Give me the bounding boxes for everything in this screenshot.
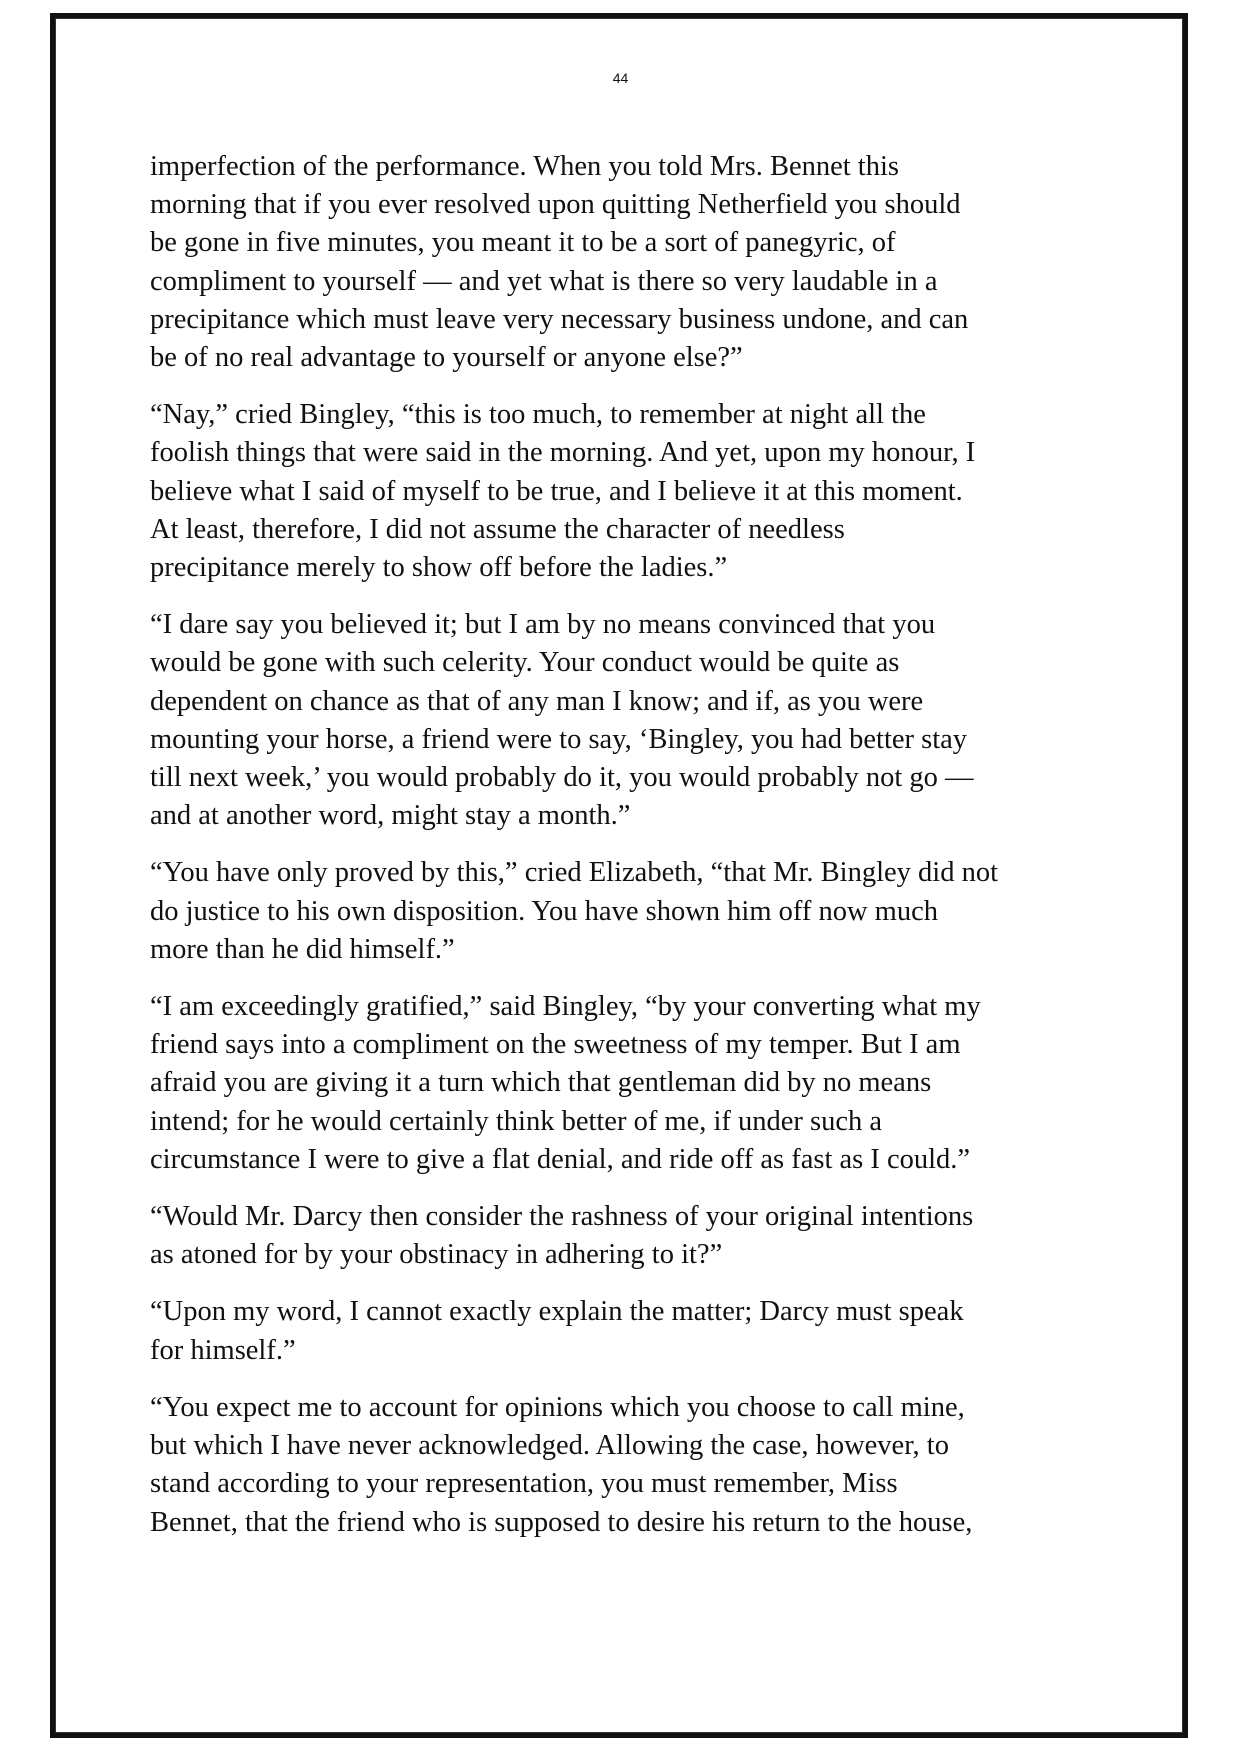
text-line: believe what I said of myself to be true, and I believe it at this moment. bbox=[150, 475, 963, 507]
text-line: afraid you are giving it a turn which that gentleman did by no means bbox=[150, 1067, 932, 1099]
text-line: “You have only proved by this,” cried Elizabeth, “that Mr. Bingley did not bbox=[150, 857, 998, 889]
text-line: circumstance I were to give a flat denial, and ride off as fast as I could.” bbox=[150, 1143, 971, 1175]
text-line: “You expect me to account for opinions which you choose to call mine, bbox=[150, 1391, 965, 1423]
paragraph bbox=[150, 396, 1100, 587]
text-line: dependent on chance as that of any man I know; and if, as you were bbox=[150, 685, 924, 717]
paragraph bbox=[150, 988, 1100, 1179]
text-line: “I dare say you believed it; but I am by no means convinced that you bbox=[150, 609, 936, 641]
paragraph bbox=[150, 1389, 1100, 1542]
text-line: and at another word, might stay a month.” bbox=[150, 800, 631, 832]
text-line: but which I have never acknowledged. Allowing the case, however, to bbox=[150, 1430, 949, 1462]
text-line: imperfection of the performance. When you told Mrs. Bennet this bbox=[150, 151, 899, 182]
text-line: mounting your horse, a friend were to say, ‘Bingley, you had better stay bbox=[150, 723, 968, 755]
paragraph bbox=[150, 606, 1100, 835]
text-line: At least, therefore, I did not assume the character of needless bbox=[150, 513, 845, 545]
text-line: do justice to his own disposition. You have shown him off now much bbox=[150, 895, 938, 927]
text-line: “Nay,” cried Bingley, “this is too much, to remember at night all the bbox=[150, 399, 926, 431]
paragraph bbox=[150, 1293, 1100, 1369]
text-line: Bennet, that the friend who is supposed to desire his return to the house, bbox=[150, 1506, 973, 1538]
text-line: precipitance which must leave very necessary business undone, and can bbox=[150, 303, 969, 335]
text-line: more than he did himself.” bbox=[150, 933, 455, 965]
text-line: morning that if you ever resolved upon quitting Netherfield you should bbox=[150, 189, 961, 221]
paragraph bbox=[150, 148, 1100, 377]
text-line: stand according to your representation, you must remember, Miss bbox=[150, 1468, 898, 1500]
page-number: 44 bbox=[612, 70, 629, 86]
text-line: friend says into a compliment on the sweetness of my temper. But I am bbox=[150, 1029, 961, 1061]
paragraph bbox=[150, 854, 1100, 969]
text-line: “I am exceedingly gratified,” said Bingley, “by your converting what my bbox=[150, 991, 981, 1023]
text-line: precipitance merely to show off before the ladies.” bbox=[150, 552, 728, 584]
body-text bbox=[150, 148, 1100, 1561]
text-line: would be gone with such celerity. Your conduct would be quite as bbox=[150, 647, 900, 679]
text-line: compliment to yourself — and yet what is there so very laudable in a bbox=[150, 265, 938, 297]
text-line: be gone in five minutes, you meant it to be a sort of panegyric, of bbox=[150, 227, 896, 259]
text-line: foolish things that were said in the morning. And yet, upon my honour, I bbox=[150, 437, 976, 469]
text-line: “Would Mr. Darcy then consider the rashness of your original intentions bbox=[150, 1201, 974, 1233]
text-line: “Upon my word, I cannot exactly explain the matter; Darcy must speak bbox=[150, 1296, 964, 1328]
text-line: for himself.” bbox=[150, 1334, 296, 1366]
text-line: as atoned for by your obstinacy in adhering to it?” bbox=[150, 1239, 723, 1271]
text-line: till next week,’ you would probably do it, you would probably not go — bbox=[150, 762, 974, 794]
text-line: be of no real advantage to yourself or anyone else?” bbox=[150, 342, 743, 374]
text-line: intend; for he would certainly think better of me, if under such a bbox=[150, 1105, 883, 1137]
paragraph bbox=[150, 1198, 1100, 1274]
